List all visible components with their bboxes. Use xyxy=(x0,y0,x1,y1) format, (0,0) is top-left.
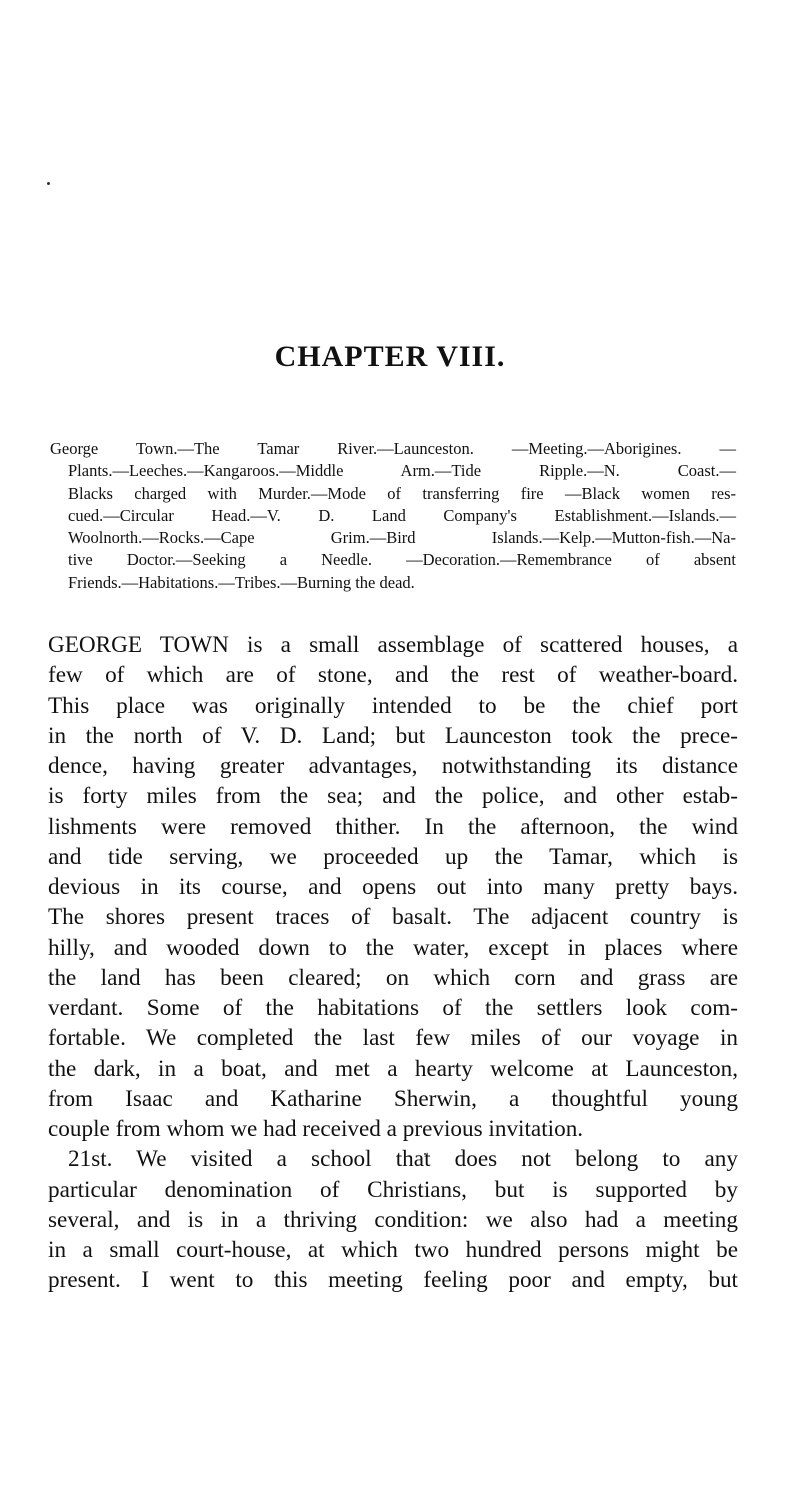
chapter-summary xyxy=(50,438,736,594)
page-speck xyxy=(47,182,50,185)
body-line: the dark, in a boat, and met a hearty welcome at Launceston, xyxy=(48,1055,738,1082)
body-line: lishments were removed thither. In the afternoon, the wind xyxy=(48,813,738,840)
body-line: 21st. We visited a school that does not belong to any xyxy=(68,1146,738,1173)
body-line: from Isaac and Katharine Sherwin, a thoughtful young xyxy=(48,1085,738,1112)
body-line: hilly, and wooded down to the water, except in places where xyxy=(48,934,738,961)
body-line: and tide serving, we proceeded up the Tamar, which is xyxy=(48,843,738,870)
body-line: This place was originally intended to be the chief port xyxy=(48,692,738,719)
body-line: The shores present traces of basalt. The adjacent country is xyxy=(48,904,738,931)
summary-line: Blacks charged with Murder.—Mode of transferring fire —Black women res- xyxy=(68,483,736,503)
body-line: present. I went to this meeting feeling poor and empty, but xyxy=(48,1267,738,1294)
body-line: in the north of V. D. Land; but Launceston took the prece- xyxy=(48,722,738,749)
body-line: devious in its course, and opens out into many pretty bays. xyxy=(48,874,738,900)
body-line: the land has been cleared; on which corn and grass are xyxy=(48,964,738,991)
body-line: is forty miles from the sea; and the police, and other estab- xyxy=(48,783,738,810)
body-line: particular denomination of Christians, but is supported by xyxy=(48,1176,738,1203)
body-line: GEORGE TOWN is a small assemblage of scattered houses, a xyxy=(48,632,738,658)
summary-line: Friends.—Habitations.—Tribes.—Burning the dead. xyxy=(68,572,415,592)
summary-line: cued.—Circular Head.—V. D. Land Company's Establishment.—Islands.— xyxy=(68,505,736,525)
summary-line: Plants.—Leeches.—Kangaroos.—Middle Arm.—Tide Ripple.—N. Coast.— xyxy=(68,461,736,481)
body-line: couple from whom we had received a previous invitation. xyxy=(48,1116,584,1142)
body-line: verdant. Some of the habitations of the settlers look com- xyxy=(48,995,738,1021)
body-line: in a small court-house, at which two hundred persons might be xyxy=(48,1237,738,1263)
summary-line: George Town.—The Tamar River.—Launceston. —Meeting.—Aborigines. — xyxy=(50,439,736,458)
body-line: few of which are of stone, and the rest of weather-board. xyxy=(48,662,738,689)
chapter-body xyxy=(48,630,738,1296)
summary-line: tive Doctor.—Seeking a Needle. —Decoration.—Remembrance of absent xyxy=(68,550,736,570)
body-line: fortable. We completed the last few miles of our voyage in xyxy=(48,1025,738,1052)
body-line: dence, having greater advantages, notwithstanding its distance xyxy=(48,753,738,779)
chapter-title: CHAPTER VIII. xyxy=(274,340,506,373)
body-line: several, and is in a thriving condition: we also had a meeting xyxy=(48,1206,738,1233)
summary-line: Woolnorth.—Rocks.—Cape Grim.—Bird Islands.—Kelp.—Mutton-fish.—Na- xyxy=(68,528,736,548)
